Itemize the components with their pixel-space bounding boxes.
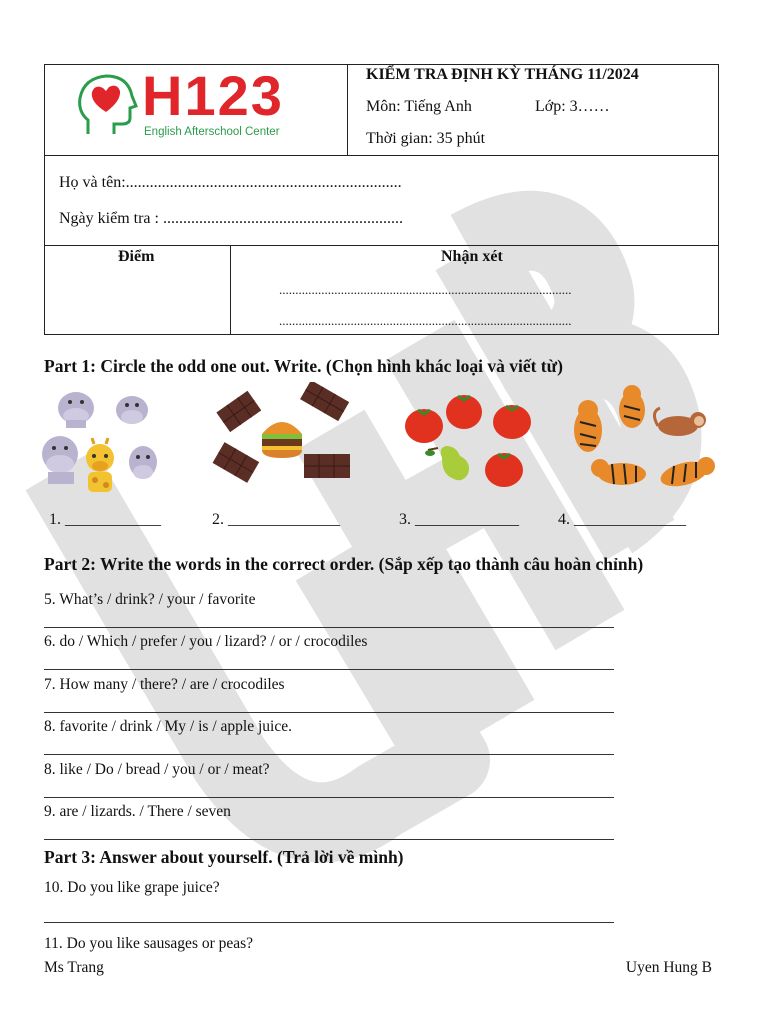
comment-line[interactable]: .......................................................................................... (279, 282, 572, 297)
chocolate-icon (304, 454, 350, 478)
head-heart-icon (74, 72, 144, 142)
tomato-icon (446, 395, 482, 429)
tiger-icon (619, 385, 645, 428)
picture-group-1 (40, 382, 165, 497)
question-8: 8. favorite / drink / My / is / apple juice. (44, 718, 292, 735)
answer-blank-2[interactable]: 2. ______________ (212, 511, 340, 528)
divider (44, 245, 719, 246)
hippo-icon (129, 446, 157, 479)
part2-title: Part 2: Write the words in the correct order. (Sắp xếp tạo thành câu hoàn chỉnh) (44, 554, 644, 574)
question-7: 7. How many / there? / are / crocodiles (44, 676, 285, 693)
class-label: Lớp: 3…… (535, 98, 610, 115)
score-header: Điểm (118, 248, 155, 265)
tomato-icon (485, 453, 523, 487)
question-10: 10. Do you like grape juice? (44, 879, 220, 896)
hippo-icon (58, 392, 94, 428)
picture-group-2 (210, 382, 358, 490)
answer-blank-3[interactable]: 3. _____________ (399, 511, 519, 528)
name-field[interactable]: Họ và tên:..................................................................... (59, 174, 402, 191)
tomato-icon (405, 409, 443, 443)
footer-left: Ms Trang (44, 959, 104, 976)
divider (230, 245, 231, 335)
answer-line[interactable] (44, 839, 614, 840)
answer-line[interactable] (44, 627, 614, 628)
chocolate-icon (300, 382, 349, 421)
question-8b: 8. like / Do / bread / you / or / meat? (44, 761, 270, 778)
tiger-icon (658, 457, 715, 491)
chocolate-icon (216, 391, 261, 432)
hippo-icon (116, 396, 148, 424)
part1-title: Part 1: Circle the odd one out. Write. (Chọn hình khác loại và viết từ) (44, 356, 563, 376)
logo-subtitle: English Afterschool Center (144, 126, 280, 138)
burger-icon (262, 422, 302, 458)
footer-right: Uyen Hung B (625, 959, 712, 976)
answer-blank-1[interactable]: 1. ____________ (49, 511, 161, 528)
picture-group-3 (398, 390, 540, 490)
answer-line[interactable] (44, 797, 614, 798)
exam-title: KIỂM TRA ĐỊNH KỲ THÁNG 11/2024 (366, 66, 639, 83)
time-label: Thời gian: 35 phút (366, 130, 486, 147)
comment-line[interactable]: .......................................................................................... (279, 313, 572, 328)
answer-blank-4[interactable]: 4. ______________ (558, 511, 686, 528)
tomato-icon (493, 405, 531, 439)
pear-icon (425, 446, 469, 480)
giraffe-icon (86, 438, 114, 492)
answer-line[interactable] (44, 712, 614, 713)
date-field[interactable]: Ngày kiểm tra : ............................................................ (59, 210, 403, 227)
answer-line[interactable] (44, 754, 614, 755)
monkey-icon (654, 408, 706, 436)
picture-group-4 (566, 382, 716, 497)
logo-brand: H123 (142, 64, 284, 127)
answer-line[interactable] (44, 669, 614, 670)
question-9: 9. are / lizards. / There / seven (44, 803, 231, 820)
part3-title: Part 3: Answer about yourself. (Trả lời về mình) (44, 847, 404, 867)
divider (44, 155, 719, 156)
hippo-icon (42, 436, 78, 484)
question-5: 5. What’s / drink? / your / favorite (44, 591, 256, 608)
answer-line[interactable] (44, 922, 614, 923)
subject-label: Môn: Tiếng Anh (366, 98, 472, 115)
chocolate-icon (213, 442, 260, 483)
logo (74, 64, 304, 144)
question-11: 11. Do you like sausages or peas? (44, 935, 254, 952)
tiger-icon (574, 400, 602, 452)
question-6: 6. do / Which / prefer / you / lizard? / or / crocodiles (44, 633, 368, 650)
comment-header: Nhận xét (441, 248, 503, 265)
tiger-icon (591, 459, 646, 485)
divider (347, 64, 348, 156)
